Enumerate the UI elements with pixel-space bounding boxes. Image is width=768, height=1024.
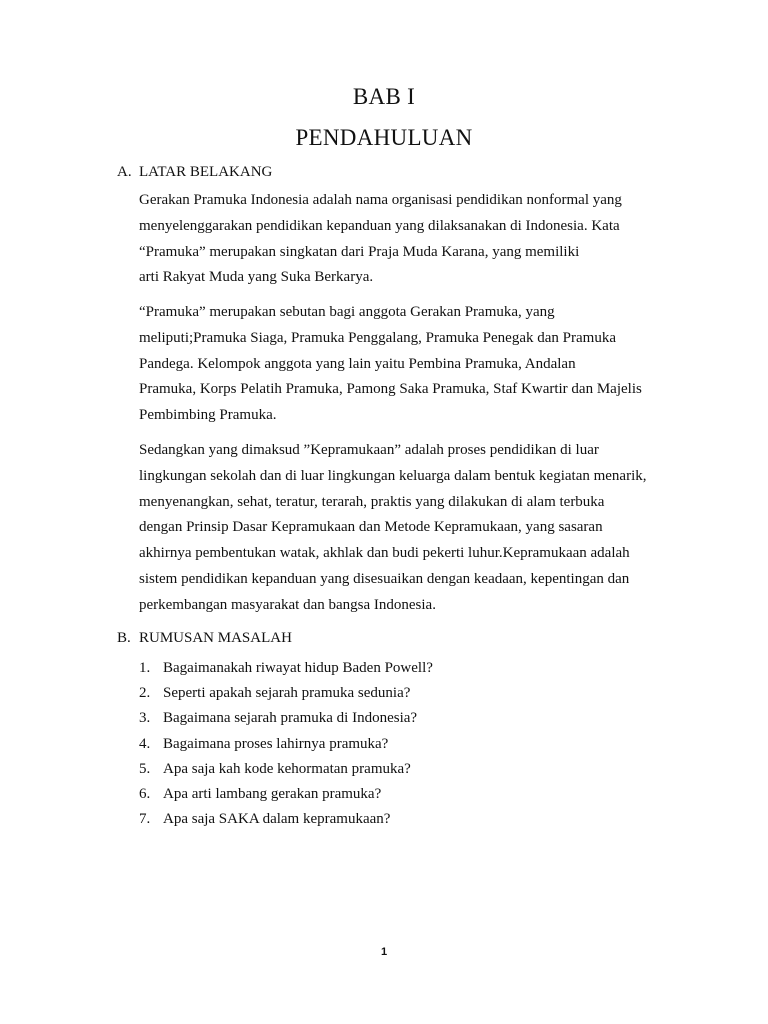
list-item: [139, 807, 433, 832]
section-a-letter: A.: [117, 164, 132, 180]
list-item: [139, 732, 433, 757]
paragraph-line: akhirnya pembentukan watak, akhlak dan budi pekerti luhur.Kepramukaan adalah: [139, 545, 630, 562]
paragraph-line: menyenangkan, sehat, teratur, terarah, praktis yang dilakukan di alam terbuka: [139, 493, 605, 510]
list-item-text: Bagaimana sejarah pramuka di Indonesia?: [163, 710, 418, 727]
paragraph-line: sistem pendidikan kepanduan yang disesuaikan dengan keadaan, kepentingan dan: [139, 570, 630, 587]
paragraph-3: [139, 438, 679, 619]
section-b-title: RUMUSAN MASALAH: [139, 630, 292, 646]
list-item: [139, 656, 433, 681]
paragraph-line: perkembangan masyarakat dan bangsa Indonesia.: [139, 596, 436, 613]
list-item-number: 2.: [139, 685, 151, 702]
paragraph-line: “Pramuka” merupakan sebutan bagi anggota Gerakan Pramuka, yang: [139, 304, 555, 320]
list-item-number: 1.: [139, 660, 151, 676]
list-item-text: Apa saja kah kode kehormatan pramuka?: [163, 760, 411, 777]
section-a-heading: [117, 164, 272, 181]
list-item-number: 3.: [139, 710, 151, 727]
paragraph-line: Pandega. Kelompok anggota yang lain yaitu Pembina Pramuka, Andalan: [139, 355, 576, 372]
list-item-text: Bagaimana proses lahirnya pramuka?: [163, 735, 389, 752]
list-item-text: Apa arti lambang gerakan pramuka?: [163, 785, 382, 802]
list-item: [139, 681, 433, 706]
chapter-title: PENDAHULUAN: [295, 125, 473, 150]
list-item: [139, 782, 433, 807]
problem-list: [139, 656, 433, 832]
list-item: [139, 757, 433, 782]
paragraph-2: [139, 300, 679, 429]
list-item-number: 6.: [139, 785, 151, 802]
chapter-heading: BAB I: [352, 84, 416, 109]
paragraph-line: arti Rakyat Muda yang Suka Berkarya.: [139, 269, 374, 286]
list-item-text: Apa saja SAKA dalam kepramukaan?: [163, 811, 391, 828]
list-item-number: 4.: [139, 735, 151, 752]
section-a-title: LATAR BELAKANG: [139, 164, 273, 180]
paragraph-line: lingkungan sekolah dan di luar lingkungan keluarga dalam bentuk kegiatan menarik,: [139, 467, 647, 484]
section-b-letter: B.: [117, 630, 131, 646]
list-item: [139, 706, 433, 731]
list-item-number: 7.: [139, 811, 151, 828]
paragraph-line: Gerakan Pramuka Indonesia adalah nama organisasi pendidikan nonformal yang: [139, 192, 622, 208]
paragraph-line: menyelenggarakan pendidikan kepanduan yang dilaksanakan di Indonesia. Kata: [139, 217, 620, 234]
paragraph-1: [139, 188, 679, 291]
list-item-text: Bagaimanakah riwayat hidup Baden Powell?: [163, 660, 433, 676]
paragraph-line: Pramuka, Korps Pelatih Pramuka, Pamong Saka Pramuka, Staf Kwartir dan Majelis: [139, 381, 642, 398]
paragraph-line: Pembimbing Pramuka.: [139, 407, 277, 424]
page-number: 1: [380, 946, 388, 958]
paragraph-line: Sedangkan yang dimaksud ”Kepramukaan” adalah proses pendidikan di luar: [139, 442, 599, 458]
list-item-text: Seperti apakah sejarah pramuka sedunia?: [163, 685, 411, 702]
paragraph-line: dengan Prinsip Dasar Kepramukaan dan Metode Kepramukaan, yang sasaran: [139, 519, 603, 536]
paragraph-line: meliputi;Pramuka Siaga, Pramuka Penggalang, Pramuka Penegak dan Pramuka: [139, 329, 616, 346]
paragraph-line: “Pramuka” merupakan singkatan dari Praja Muda Karana, yang memiliki: [139, 243, 580, 260]
list-item-number: 5.: [139, 760, 151, 777]
section-b-heading: [117, 630, 292, 647]
